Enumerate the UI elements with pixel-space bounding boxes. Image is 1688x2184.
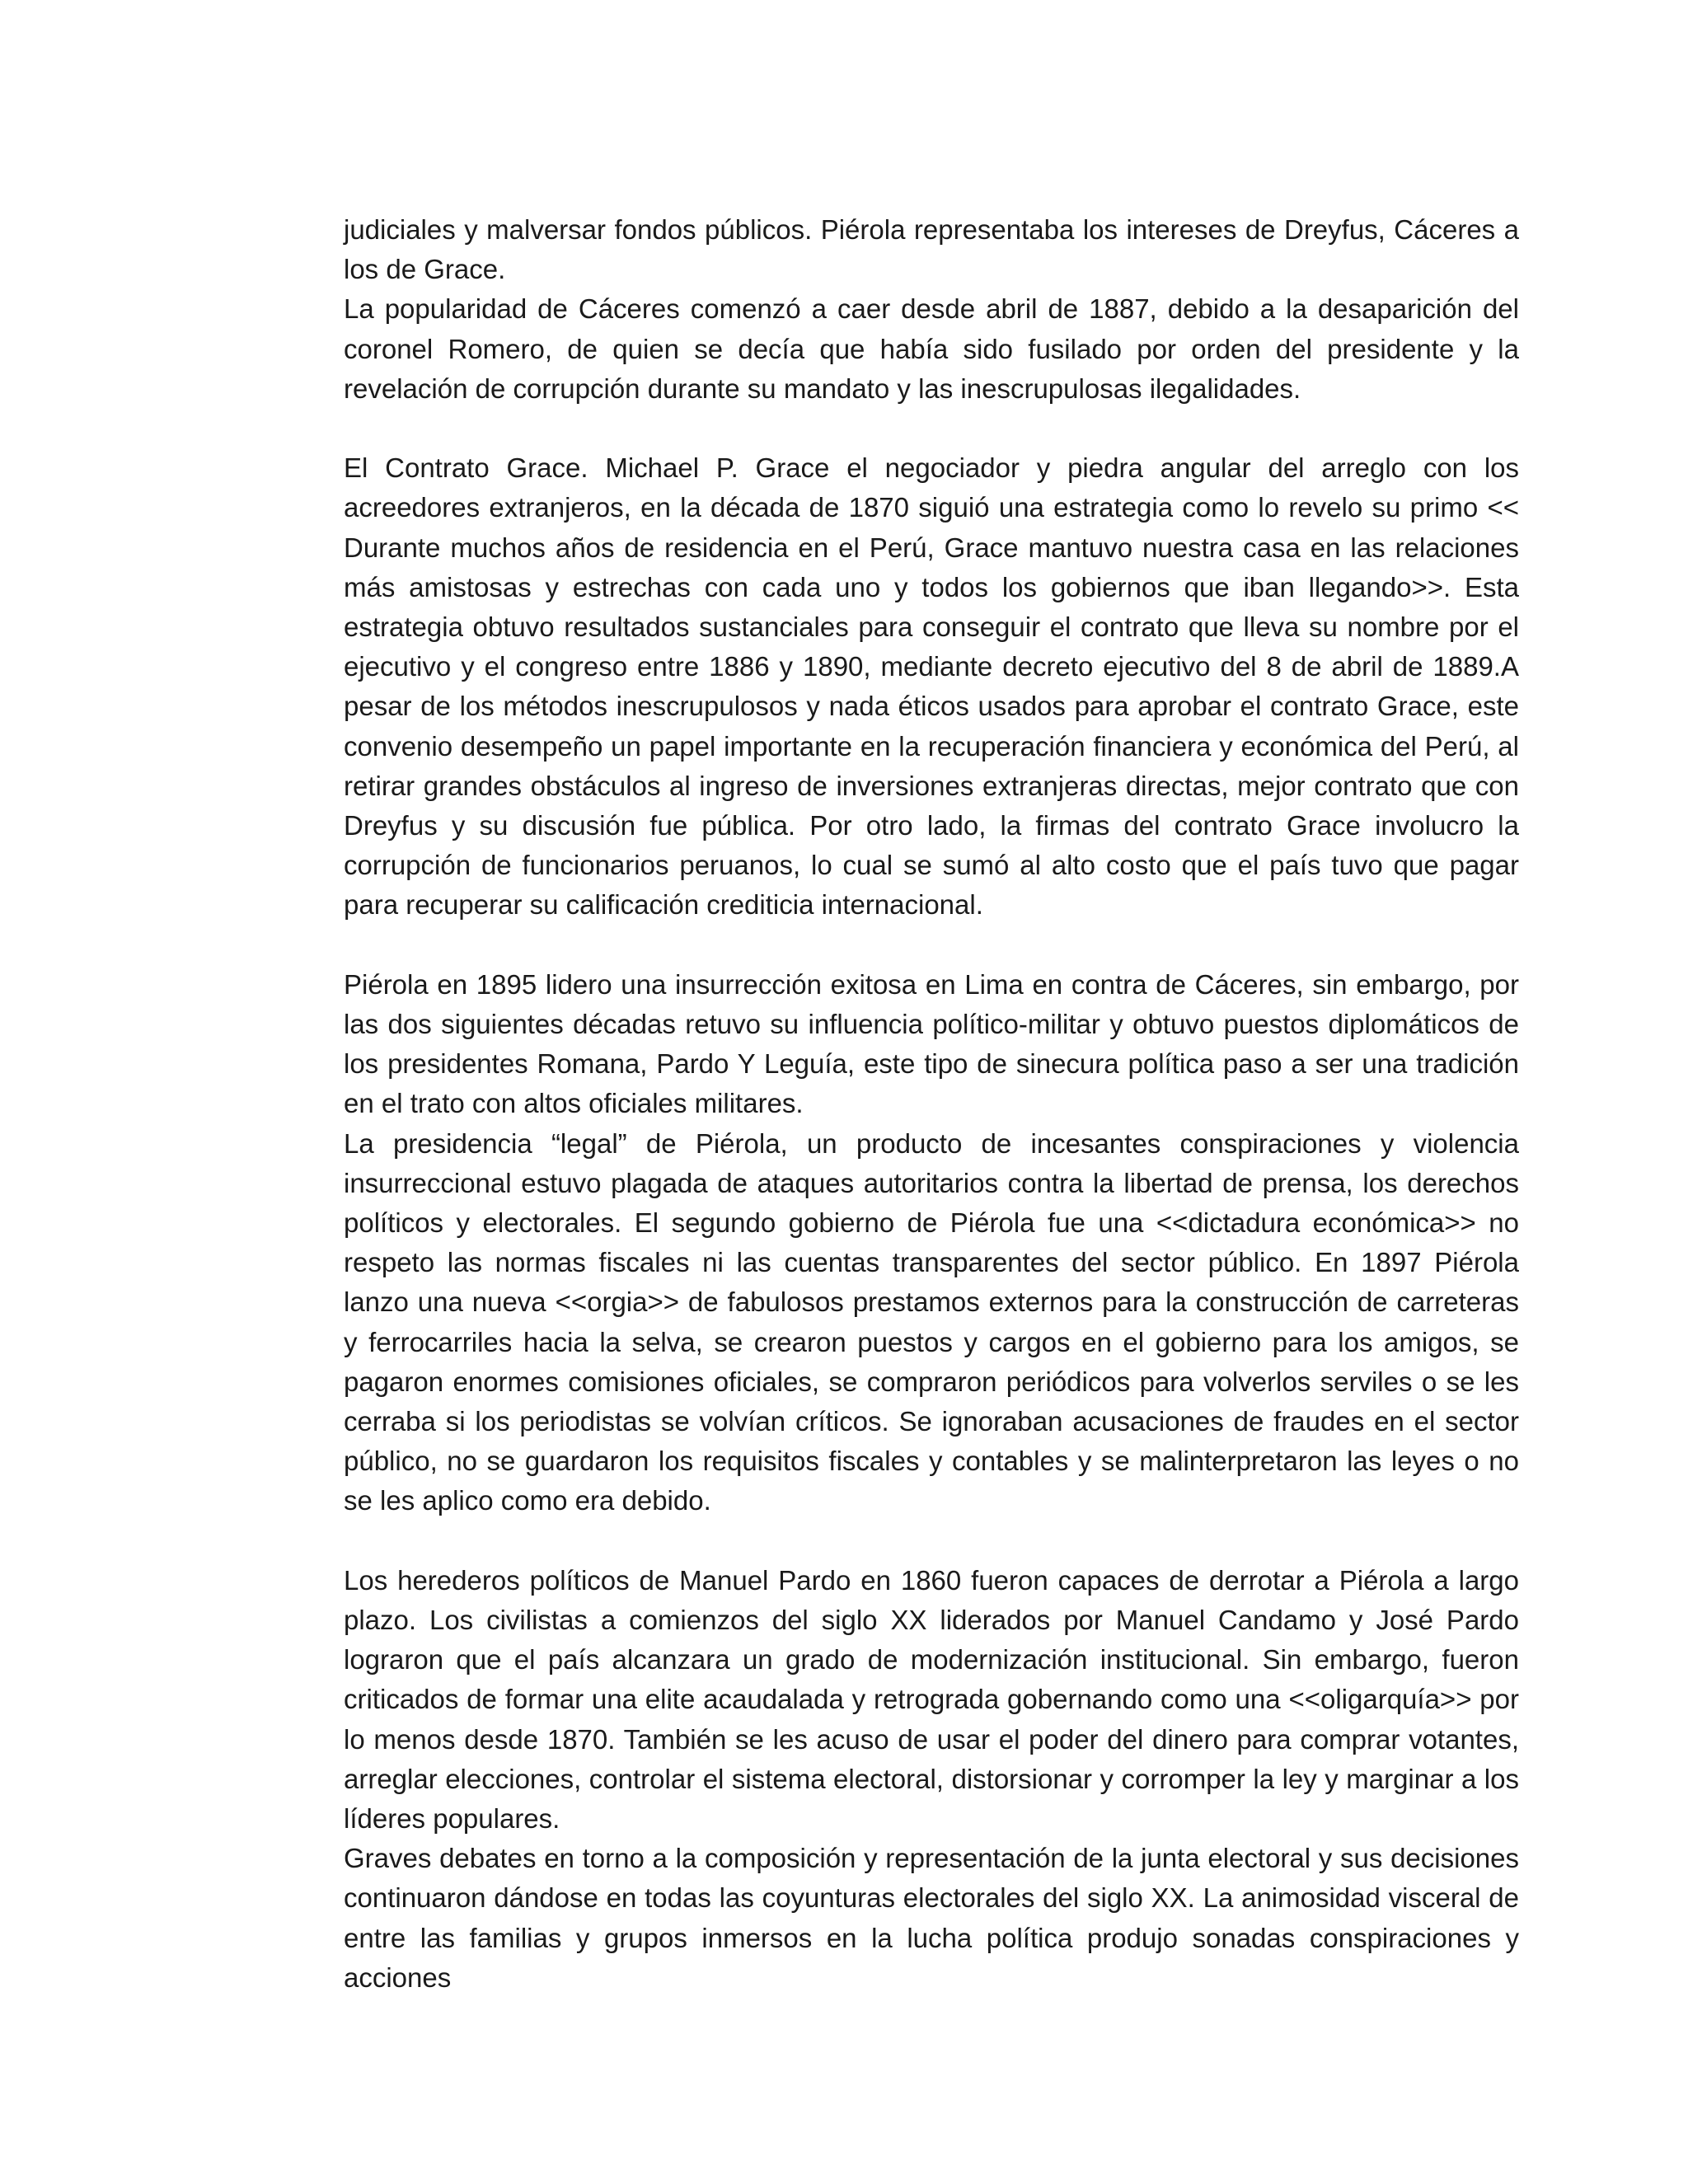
paragraph-5: La presidencia “legal” de Piérola, un producto de incesantes conspiraciones y violencia insurreccional estuvo plagada de ataques autoritarios contra la libertad de prensa, los derechos políticos y electorales. El segundo gobierno de Piérola fue una <<dictadura económica>> no respeto las normas fiscales ni las cuentas transparentes del sector público. En 1897 Piérola lanzo una nueva <<orgia>> de fabulosos prestamos externos para la construcción de carreteras y ferrocarriles hacia la selva, se crearon puestos y cargos en el gobierno para los amigos, se pagaron enormes comisiones oficiales, se compraron periódicos para volverlos serviles o se les cerraba si los periodistas se volvían críticos. Se ignoraban acusaciones de fraudes en el sector público, no se guardaron los requisitos fiscales y contables y se malinterpretaron las leyes o no se les aplico como era debido. xyxy=(344,1127,1519,1516)
paragraph-6: Los herederos políticos de Manuel Pardo en 1860 fueron capaces de derrotar a Piérola a largo plazo. Los civilistas a comienzos del siglo XX liderados por Manuel Candamo y José Pardo lograron que el país alcanzara un grado de modernización institucional. Sin embargo, fueron criticados de formar una elite acaudalada y retrograda gobernando como una <<oligarquía>> por lo menos desde 1870. También se les acuso de usar el poder del dinero para comprar votantes, arreglar elecciones, controlar el sistema electoral, distorsionar y corromper la ley y marginar a los líderes populares. xyxy=(344,1564,1519,1835)
paragraph-7: Graves debates en torno a la composición y representación de la junta electoral y sus decisiones continuaron dándose en todas las coyunturas electorales del siglo XX. La animosidad visceral de entre las familias y grupos inmersos en la lucha política produjo sonadas conspiraciones y acciones xyxy=(344,1843,1519,1993)
paragraph-3: El Contrato Grace. Michael P. Grace el negociador y piedra angular del arreglo con los acreedores extranjeros, en la década de 1870 siguió una estrategia como lo revelo su primo << Durante muchos años de residencia en el Perú, Grace mantuvo nuestra casa en las relaciones más amistosas y estrechas con cada uno y todos los gobiernos que iban llegando>>. Esta estrategia obtuvo resultados sustanciales para conseguir el contrato que lleva su nombre por el ejecutivo y el congreso entre 1886 y 1890, mediante decreto ejecutivo del 8 de abril de 1889.A pesar de los métodos inescrupulosos y nada éticos usados para aprobar el contrato Grace, este convenio desempeño un papel importante en la recuperación financiera y económica del Perú, al retirar grandes obstáculos al ingreso de inversiones extranjeras directas, mejor contrato que con Dreyfus y su discusión fue pública. Por otro lado, la firmas del contrato Grace involucro la corrupción de funcionarios peruanos, lo cual se sumó al alto costo que el país tuvo que pagar para recuperar su calificación crediticia internacional. xyxy=(344,452,1519,921)
paragraph-1: judiciales y malversar fondos públicos. Piérola representaba los intereses de Dreyfus, Cáceres a los de Grace. xyxy=(344,214,1519,285)
paragraph-2: La popularidad de Cáceres comenzó a caer desde abril de 1887, debido a la desaparición del coronel Romero, de quien se decía que había sido fusilado por orden del presidente y la revelación de corrupción durante su mandato y las inescrupulosas ilegalidades. xyxy=(344,293,1519,404)
paragraph-4: Piérola en 1895 lidero una insurrección exitosa en Lima en contra de Cáceres, sin embargo, por las dos siguientes décadas retuvo su influencia político-militar y obtuvo puestos diplomáticos de los presidentes Romana, Pardo Y Leguía, este tipo de sinecura política paso a ser una tradición en el trato con altos oficiales militares. xyxy=(344,968,1519,1119)
body-text xyxy=(344,210,1519,1998)
